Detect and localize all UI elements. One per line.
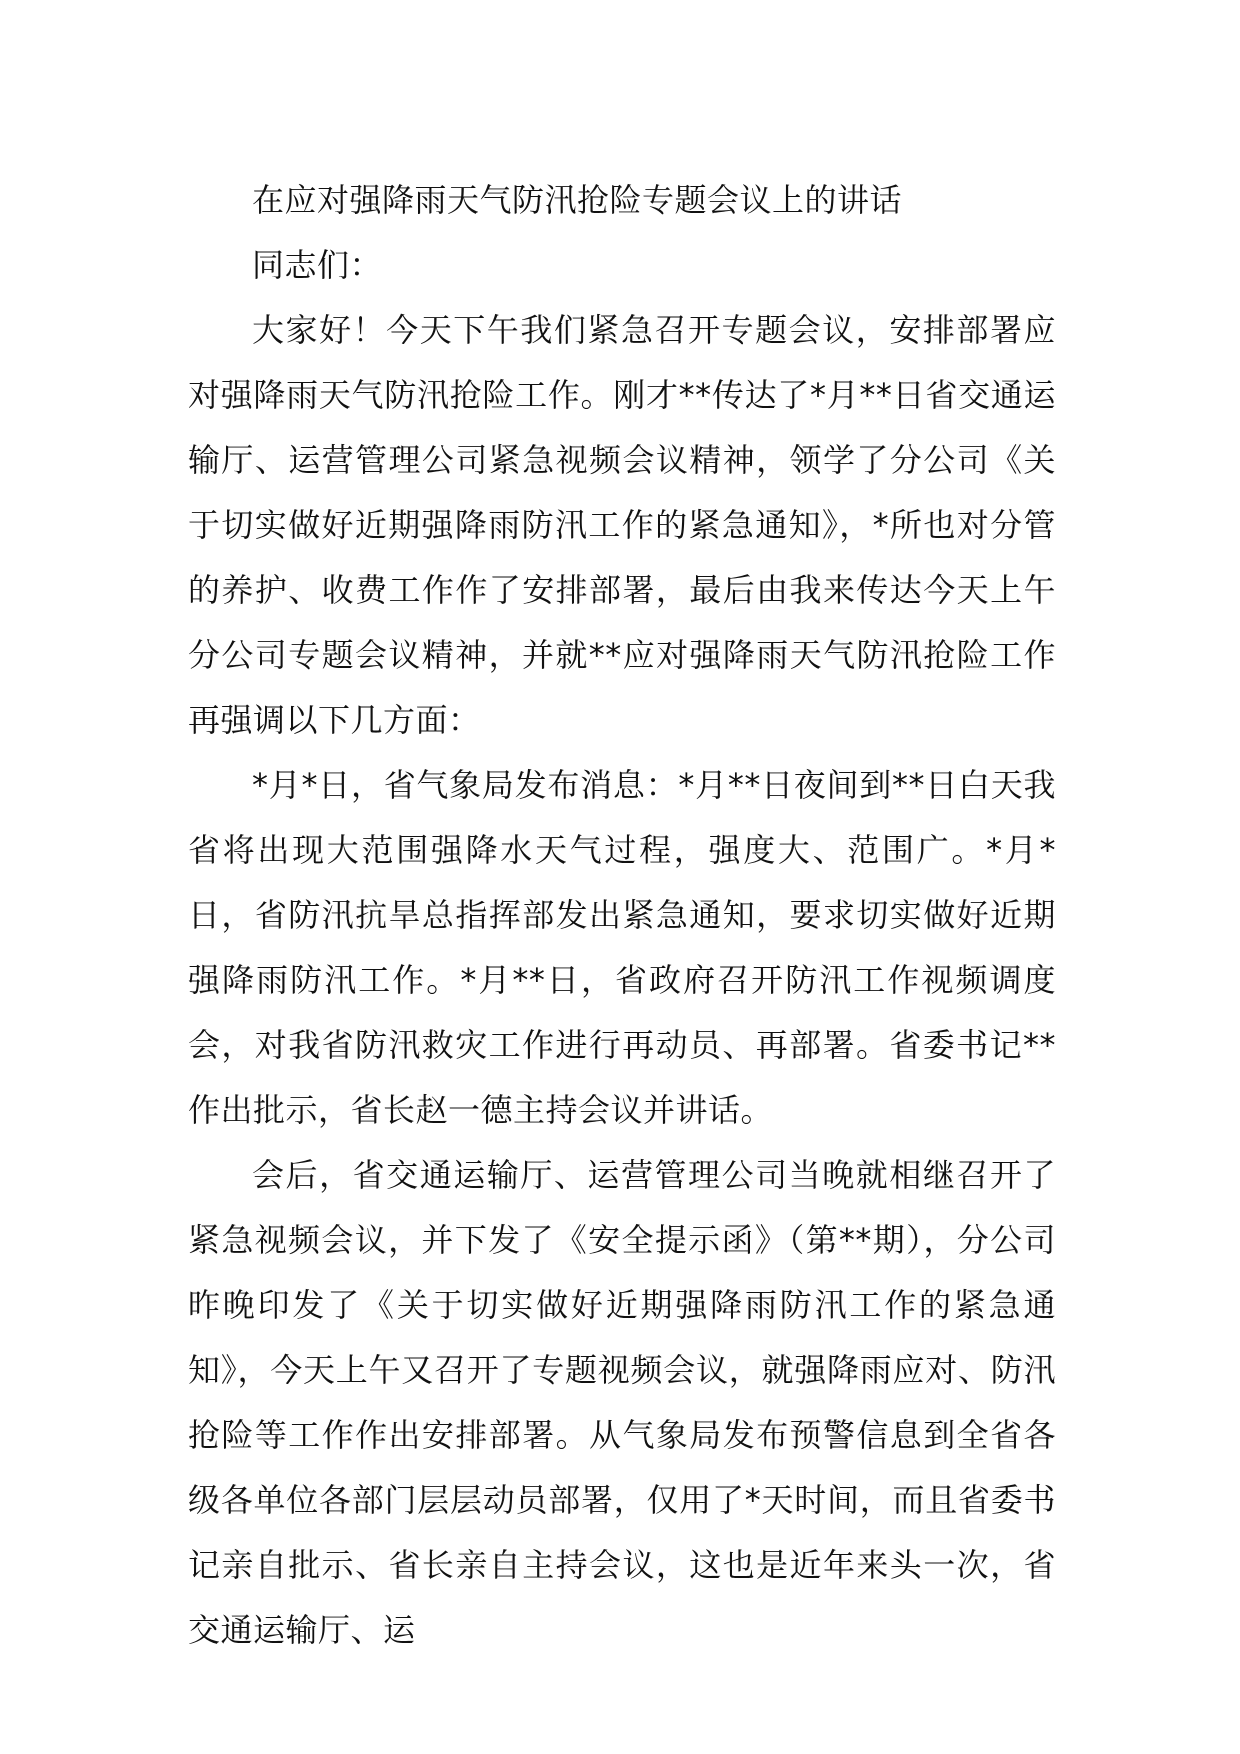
document-body	[188, 168, 1056, 1663]
paragraph: 会后，省交通运输厅、运营管理公司当晚就相继召开了紧急视频会议，并下发了《安全提示函》（第**期），分公司昨晚印发了《关于切实做好近期强降雨防汛工作的紧急通知》，今天上午又召开了专题视频会议，就强降雨应对、防汛抢险等工作作出安排部署。从气象局发布预警信息到全省各级各单位各部门层层动员部署，仅用了*天时间，而且省委书记亲自批示、省长亲自主持会议，这也是近年来头一次，省交通运输厅、运	[188, 1156, 1056, 1649]
paragraph: 大家好！今天下午我们紧急召开专题会议，安排部署应对强降雨天气防汛抢险工作。刚才**传达了*月**日省交通运输厅、运营管理公司紧急视频会议精神，领学了分公司《关于切实做好近期强降雨防汛工作的紧急通知》，*所也对分管的养护、收费工作作了安排部署，最后由我来传达今天上午分公司专题会议精神，并就**应对强降雨天气防汛抢险工作再强调以下几方面：	[188, 311, 1056, 739]
paragraph: *月*日，省气象局发布消息：*月**日夜间到**日白天我省将出现大范围强降水天气过程，强度大、范围广。*月*日，省防汛抗旱总指挥部发出紧急通知，要求切实做好近期强降雨防汛工作。*月**日，省政府召开防汛工作视频调度会，对我省防汛救灾工作进行再动员、再部署。省委书记**作出批示，省长赵一德主持会议并讲话。	[188, 766, 1056, 1129]
salutation: 同志们：	[252, 246, 383, 284]
document-title: 在应对强降雨天气防汛抢险专题会议上的讲话	[252, 181, 903, 219]
